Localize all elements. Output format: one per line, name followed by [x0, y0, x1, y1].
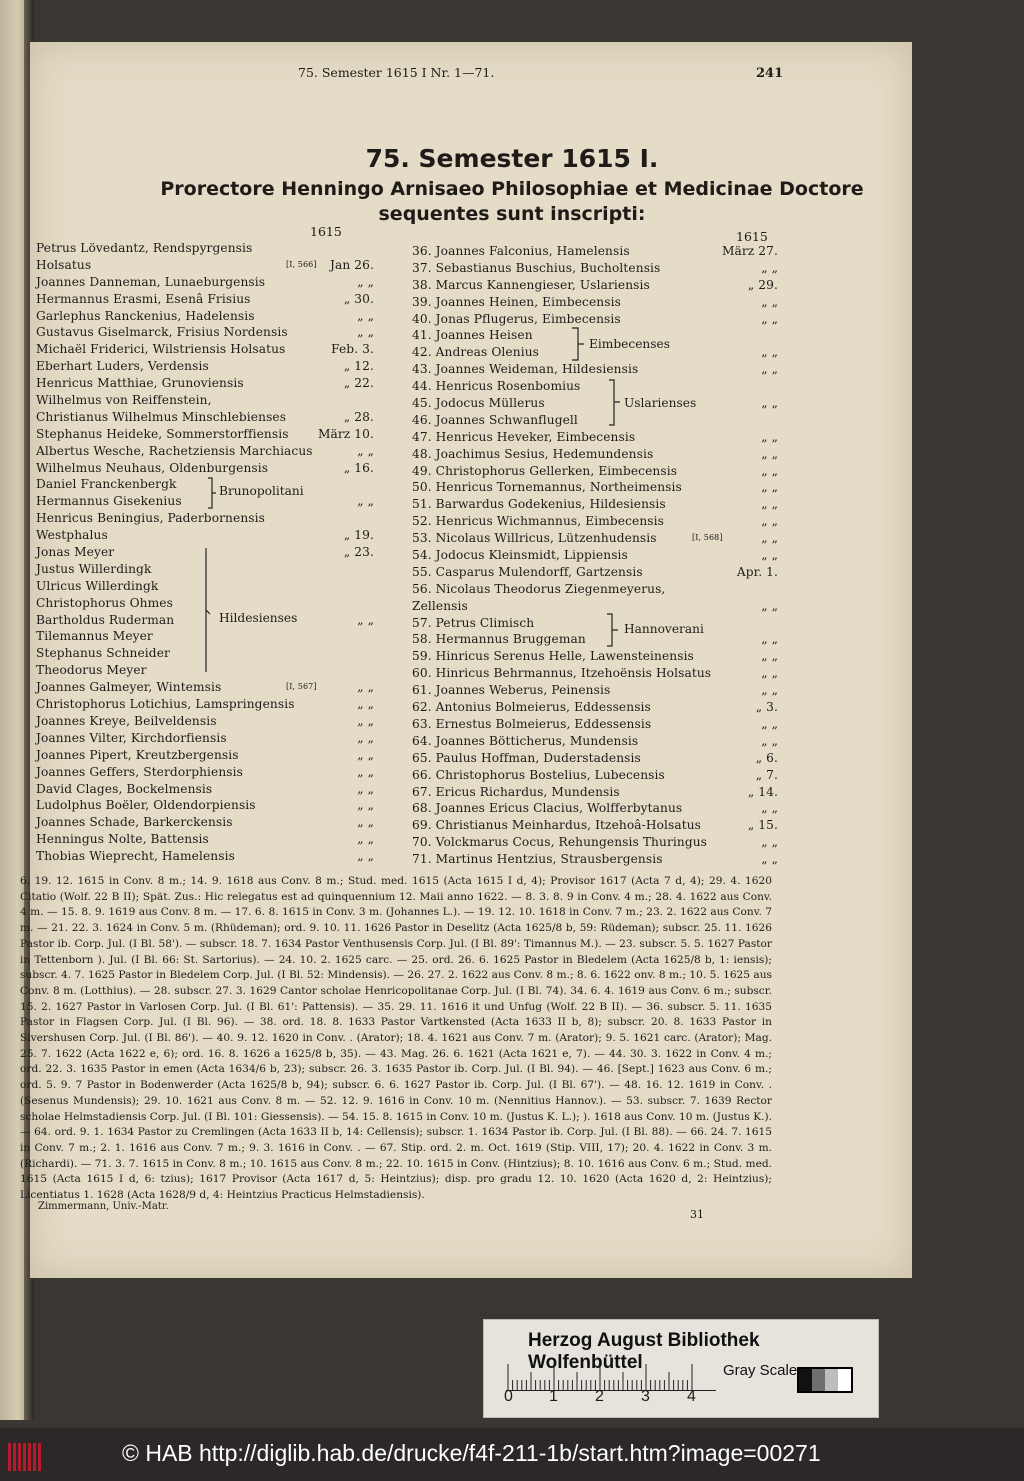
entry-date: „ „: [761, 649, 778, 664]
register-entry: [36, 730, 374, 747]
entry-name: Joannes Schade, Barkerckensis: [36, 815, 233, 830]
entry-date: „ 15.: [747, 818, 778, 833]
register-entry: [412, 446, 778, 463]
tick-2: 2: [595, 1388, 604, 1405]
tick-0: 0: [504, 1388, 513, 1405]
footer-signature: Zimmermann, Univ.-Matr.: [38, 1201, 169, 1212]
register-entry: [412, 800, 778, 817]
entry-date: „ „: [761, 497, 778, 512]
entry-date: „ 7.: [755, 767, 778, 782]
tick-1: 1: [549, 1388, 558, 1405]
hab-logo-icon: [8, 1443, 44, 1471]
entry-date: „ „: [761, 733, 778, 748]
tick-4: 4: [687, 1388, 696, 1405]
entry-name: 40. Jonas Pflugerus, Eimbecensis: [412, 311, 621, 326]
entry-name: Stephanus Heideke, Sommerstorffiensis: [36, 426, 289, 441]
year-right: 1615: [736, 229, 768, 244]
entry-name: Hermannus Gisekenius: [36, 494, 182, 509]
register-entry: [412, 750, 778, 767]
entry-date: „ „: [761, 835, 778, 850]
entry-name: Christophorus Ohmes: [36, 595, 173, 610]
register-entry: [36, 561, 374, 578]
gray-scale-label: Gray Scale: [723, 1362, 798, 1379]
entry-name: 68. Joannes Ericus Clacius, Wolfferbytanus: [412, 801, 683, 816]
group-label-brunopolitani: Brunopolitani: [219, 484, 304, 498]
register-entry: [412, 767, 778, 784]
entry-date: „ 14.: [747, 784, 778, 799]
subtitle-line-2: sequentes sunt inscripti:: [378, 203, 646, 225]
entry-name: 53. Nicolaus Willricus, Lützenhudensis: [412, 531, 657, 546]
register-entry: [36, 831, 374, 848]
entry-date: „ „: [357, 798, 374, 813]
page-number: 241: [756, 66, 784, 81]
entry-date: „ 16.: [343, 460, 374, 475]
entry-name: 66. Christophorus Bostelius, Lubecensis: [412, 767, 665, 782]
entry-name: Zellensis: [412, 598, 468, 613]
entry-date: „ „: [357, 494, 374, 509]
register-entry: [36, 848, 374, 865]
entry-name: Joannes Vilter, Kirchdorfiensis: [36, 730, 227, 745]
register-entry: [36, 781, 374, 798]
register-entry: [412, 615, 778, 632]
entry-name: Garlephus Ranckenius, Hadelensis: [36, 308, 255, 323]
entry-date: „ „: [761, 311, 778, 326]
entry-name: 57. Petrus Climisch: [412, 615, 535, 630]
page-title: 75. Semester 1615 I.: [365, 144, 659, 173]
register-entry: [412, 513, 778, 530]
left-register-column: [36, 240, 374, 865]
entry-name: 61. Joannes Weberus, Peinensis: [412, 683, 611, 698]
register-entry: [36, 257, 374, 274]
entry-date: „ „: [761, 852, 778, 867]
entry-name: Stephanus Schneider: [36, 646, 170, 661]
entry-name: Henricus Matthiae, Grunoviensis: [36, 376, 244, 391]
running-head: 75. Semester 1615 I Nr. 1—71.: [298, 65, 495, 80]
entry-name: Joannes Pipert, Kreutzbergensis: [36, 747, 239, 762]
entry-name: Wilhelmus von Reiffenstein,: [36, 393, 212, 408]
entry-name: 69. Christianus Meinhardus, Itzehoâ-Holsatus: [412, 818, 702, 833]
entry-date: „ 30.: [343, 291, 374, 306]
entry-date: „ „: [761, 345, 778, 360]
register-entry: [412, 294, 778, 311]
entry-date: „ „: [761, 683, 778, 698]
entry-date: „ „: [357, 680, 374, 695]
entry-name: 38. Marcus Kannengieser, Uslariensis: [412, 277, 650, 292]
group-label-hildesienses: Hildesienses: [219, 611, 298, 625]
register-entry: [412, 243, 778, 260]
year-left: 1615: [310, 224, 342, 239]
entry-date: „ „: [357, 274, 374, 289]
register-entry: [36, 628, 374, 645]
register-entry: [412, 260, 778, 277]
entry-date: „ „: [761, 716, 778, 731]
entry-name: Hermannus Erasmi, Esenâ Frisius: [36, 291, 251, 306]
entry-name: 47. Henricus Heveker, Eimbecensis: [412, 429, 636, 444]
entry-date: März 27.: [721, 244, 778, 258]
subtitle-line-1: Prorectore Henningo Arnisaeo Philosophiae et Medicinae Doctore: [160, 178, 864, 200]
register-entry: [36, 764, 374, 781]
entry-date: „ „: [761, 446, 778, 461]
entry-name: 56. Nicolaus Theodorus Ziegenmeyerus,: [412, 581, 666, 596]
entry-date: „ 23.: [343, 545, 374, 560]
entry-name: 50. Henricus Tornemannus, Northeimensis: [412, 480, 682, 495]
entry-name: 65. Paulus Hoffman, Duderstadensis: [412, 750, 641, 765]
entry-name: Henningus Nolte, Battensis: [36, 832, 209, 847]
register-entry: [412, 530, 778, 547]
entry-name: 42. Andreas Olenius: [412, 345, 539, 360]
entry-name: Michaël Friderici, Wilstriensis Holsatus: [36, 342, 286, 357]
entry-date: „ „: [761, 801, 778, 816]
entry-name: 71. Martinus Hentzius, Strausbergensis: [412, 852, 663, 867]
entry-name: 36. Joannes Falconius, Hamelensis: [412, 244, 630, 258]
entry-name: Joannes Geffers, Sterdorphiensis: [36, 764, 244, 779]
entry-name: Eberhart Luders, Verdensis: [36, 359, 209, 374]
register-entry: [36, 324, 374, 341]
gray-scale-swatch: [797, 1367, 853, 1393]
entry-date: „ „: [357, 612, 374, 627]
entry-date: „ 22.: [343, 376, 374, 391]
entry-name: Joannes Galmeyer, Wintemsis: [36, 680, 222, 695]
register-entry: [412, 733, 778, 750]
entry-name: Tilemannus Meyer: [36, 629, 153, 644]
entry-name: Holsatus: [36, 257, 92, 272]
entry-name: 39. Joannes Heinen, Eimbecensis: [412, 294, 621, 309]
entry-date: „ 28.: [343, 409, 374, 424]
register-entry: [412, 412, 778, 429]
register-entry: [36, 240, 374, 257]
register-entry: [36, 595, 374, 612]
entry-name: Thobias Wieprecht, Hamelensis: [36, 849, 235, 864]
entry-date: „ 19.: [343, 528, 374, 543]
entry-date: „ „: [761, 598, 778, 613]
register-entry: [412, 361, 778, 378]
register-entry: [36, 493, 374, 510]
register-entry: [36, 814, 374, 831]
entry-date: „ „: [761, 531, 778, 546]
footer-sheet-number: 31: [690, 1208, 704, 1221]
register-entry: [36, 713, 374, 730]
card-title: Herzog August Bibliothek Wolfenbüttel: [528, 1330, 760, 1373]
entry-date: März 10.: [317, 426, 374, 441]
entry-reference: [I, 568]: [692, 533, 723, 543]
register-entry: [412, 496, 778, 513]
register-entry: [412, 547, 778, 564]
register-entry: [36, 612, 374, 629]
entry-date: Apr. 1.: [736, 564, 778, 579]
entry-reference: [I, 566]: [286, 259, 317, 269]
entry-date: „ „: [357, 815, 374, 830]
group-label-eimbecenses: Eimbecenses: [589, 337, 670, 351]
entry-name: 64. Joannes Bötticherus, Mundensis: [412, 733, 639, 748]
entry-name: 48. Joachimus Sesius, Hedemundensis: [412, 446, 654, 461]
register-entry: [412, 479, 778, 496]
register-entry: [412, 716, 778, 733]
entry-name: Bartholdus Ruderman: [36, 612, 175, 627]
register-entry: [36, 797, 374, 814]
entry-name: Petrus Lövedantz, Rendspyrgensis: [36, 241, 253, 255]
entry-name: David Clages, Bockelmensis: [36, 781, 213, 796]
register-entry: [36, 274, 374, 291]
register-entry: [36, 645, 374, 662]
register-entry: [36, 443, 374, 460]
register-entry: [412, 429, 778, 446]
register-entry: [36, 696, 374, 713]
entry-date: Feb. 3.: [331, 342, 374, 357]
entry-name: 51. Barwardus Godekenius, Hildesiensis: [412, 497, 666, 512]
entry-date: „ „: [761, 548, 778, 563]
register-entry: [412, 665, 778, 682]
entry-date: „ „: [357, 697, 374, 712]
register-entry: [412, 564, 778, 581]
register-entry: [36, 426, 374, 443]
register-entry: [36, 476, 374, 493]
entry-date: „ „: [357, 764, 374, 779]
entry-name: 54. Jodocus Kleinsmidt, Lippiensis: [412, 548, 628, 563]
register-entry: [36, 662, 374, 679]
ruler-ticks: [506, 1362, 716, 1390]
entry-name: 44. Henricus Rosenbomius: [412, 379, 581, 394]
register-entry: [412, 277, 778, 294]
entry-name: Theodorus Meyer: [36, 663, 147, 678]
entry-date: Jan 26.: [330, 257, 374, 272]
entry-date: „ „: [357, 325, 374, 340]
entry-date: „ „: [761, 362, 778, 377]
entry-date: „ „: [357, 730, 374, 745]
entry-date: „ „: [761, 514, 778, 529]
register-entry: [36, 308, 374, 325]
entry-name: 49. Christophorus Gellerken, Eimbecensis: [412, 463, 678, 478]
entry-name: 46. Joannes Schwanflugell: [412, 412, 578, 427]
entry-date: „ „: [761, 666, 778, 681]
register-entry: [36, 527, 374, 544]
swatch-cell: [825, 1369, 838, 1391]
register-entry: [412, 834, 778, 851]
register-entry: [412, 648, 778, 665]
entry-name: Christianus Wilhelmus Minschlebienses: [36, 409, 287, 424]
entry-name: Gustavus Giselmarck, Frisius Nordensis: [36, 325, 288, 340]
entry-name: 37. Sebastianus Buschius, Bucholtensis: [412, 260, 661, 275]
register-entry: [412, 311, 778, 328]
entry-name: Henricus Beningius, Paderbornensis: [36, 511, 265, 526]
entry-name: 41. Joannes Heisen: [412, 328, 533, 343]
footer-url[interactable]: © HAB http://diglib.hab.de/drucke/f4f-211-1b/start.htm?image=00271: [122, 1440, 821, 1466]
swatch-cell: [812, 1369, 825, 1391]
register-entry: [36, 578, 374, 595]
entry-name: 43. Joannes Weideman, Hildesiensis: [412, 362, 639, 377]
entry-date: „ „: [357, 713, 374, 728]
register-entry: [412, 817, 778, 834]
entry-name: 45. Jodocus Müllerus: [412, 396, 545, 411]
entry-name: 58. Hermannus Bruggeman: [412, 632, 586, 647]
entry-name: Westphalus: [36, 528, 108, 543]
entry-name: Jonas Meyer: [36, 545, 115, 560]
tick-3: 3: [641, 1388, 650, 1405]
entry-reference: [I, 567]: [286, 682, 317, 692]
entry-name: 52. Henricus Wichmannus, Eimbecensis: [412, 514, 664, 529]
color-card: [483, 1319, 879, 1418]
entry-name: Justus Willerdingk: [36, 561, 152, 576]
entry-date: „ „: [357, 443, 374, 458]
register-entry: [36, 460, 374, 477]
entry-date: „ 3.: [755, 700, 778, 715]
register-entry: [36, 375, 374, 392]
scale-ruler: [506, 1362, 716, 1391]
entry-date: „ „: [761, 463, 778, 478]
register-entry: [36, 510, 374, 527]
entry-date: „ 6.: [755, 750, 778, 765]
register-entry: [412, 784, 778, 801]
entry-name: Albertus Wesche, Rachetziensis Marchiacus: [36, 443, 313, 458]
entry-date: „ „: [761, 632, 778, 647]
entry-name: 67. Ericus Richardus, Mundensis: [412, 784, 620, 799]
entry-date: „ „: [761, 294, 778, 309]
register-entry: [36, 291, 374, 308]
footnotes: 6. 19. 12. 1615 in Conv. 8 m.; 14. 9. 1618 aus Conv. 8 m.; Stud. med. 1615 (Acta 1615 I d, 4); Provisor 1617 (Acta 7 d, 4); 29. 4. 1620 Citatio (Wolf. 22 B II); Spät. Zus.: Hic relegatus est ad quinquennium 12. Maii anno 1622. — 8. 3. 8. 9 in Conv. 4 m.; 28. 4. 1622 aus Conv. 4 m. — 15. 8. 9. 1619 aus Conv. 8 m. — 17. 6. 8. 1615 in Conv. 3 m. (Johannes L.). — 19. 12. 10. 1618 in Conv. 7 m.; 23. 2. 1622 aus Conv. 7 m. — 21. 22. 3. 1624 in Conv. 5 m. (Rhüdeman); ord. 9. 10. 11. 1626 Pastor in Deselitz (Acta 1625/8 b, 59: Rüdeman); subscr. 25. 11. 1626 Pastor ib. Corp. Jul. (I Bl. 58'). — subscr. 18. 7. 1634 Pastor Venthusensis Corp. Jul. (I Bl. 89': Timannus M.). — 23. subscr. 5. 5. 1627 Pastor in Tettenborn ). Jul. (I Bl. 66: St. Sartorius). — 24. 10. 2. 1625 carc. — 25. ord. 26. 6. 1625 Pastor in Bledelem (Acta 1625/8 b, 1: iensis); subscr. 4. 7. 1625 Pastor in Bledelem Corp. Jul. (I Bl. 52: Mindensis). — 26. 27. 2. 1622 aus Conv. 8 m.; 8. 6. 1622 onv. 8 m.; 10. 5. 1625 aus Conv. 8 m. (Lotthius). — 28. subscr. 27. 3. 1629 Cantor scholae Henricopolitanae Corp. Jul. (I Bl. 74). 34. 6. 4. 1619 aus Conv. 6 m.; subscr. 15. 2. 1627 Pastor in Varlosen Corp. Jul. (I Bl. 61': Pattensis). — 35. 29. 11. 1616 it und Unfug (Wolf. 22 B II). — 36. subscr. 5. 11. 1635 Pastor in Flagsen Corp. Jul. (I Bl. 96). — 38. ord. 18. 8. 1633 Pastor Vartkensted (Acta 1633 II b, 8); subscr. 20. 8. 1633 Pastor in Sivershusen Corp. Jul. (I Bl. 86'). — 40. 9. 12. 1620 in Conv. . (Arator); 18. 4. 1621 aus Conv. 7 m. (Arator); 9. 5. 1621 carc. (Arator); Mag. 25. 7. 1622 (Acta 1622 e, 6); ord. 16. 8. 1626 a 1625/8 b, 35). — 43. Mag. 26. 6. 1621 (Acta 1621 e, 7). — 44. 30. 3. 1622 in Conv. 4 m.; ord. 22. 3. 1635 Pastor in emen (Acta 1634/6 b, 23); subscr. 26. 3. 1635 Pastor ib. Corp. Jul. (I Bl. 94). — 46. [Sept.] 1623 aus Conv. 6 m.; ord. 5. 9. 7 Pastor in Bodenwerder (Acta 1625/8 b, 94); subscr. 6. 6. 1627 Pastor ib. Corp. Jul. (I Bl. 67'). — 48. 16. 12. 1619 in Conv. . (Sesenus Mundensis); 29. 10. 1621 aus Conv. 8 m. — 52. 12. 9. 1616 in Conv. 10 m. (Nennitius Hannov.). — 53. subscr. 7. 1639 Rector scholae Helmstadiensis Corp. Jul. (I Bl. 101: Giessensis). — 54. 15. 8. 1615 in Conv. 10 m. (Justus K. L.); ). 1618 aus Conv. 10 m. (Justus K.). — 64. ord. 9. 1. 1634 Pastor zu Cremlingen (Acta 1633 II b, 14: Cellensis); subscr. 1. 1634 Pastor ib. Corp. Jul. (I Bl. 88). — 66. 24. 7. 1615 in Conv. 7 m.; 2. 1. 1616 aus Conv. 7 m.; 9. 3. 1616 in Conv. . — 67. Stip. ord. 2. m. Oct. 1619 (Stip. VIII, 17); 20. 4. 1622 in Conv. 3 m. (Richardi). — 71. 3. 7. 1615 in Conv. 8 m.; 10. 1615 aus Conv. 8 m.; 22. 10. 1615 in Conv. (Hintzius); 8. 10. 1616 aus Conv. 6 m.; Stud. med. 1615 (Acta 1615 I d, 6: tzius); 1617 Provisor (Acta 1617 d, 5: Heintzius); disp. pro gradu 12. 10. 1620 (Acta 1620 d, 2: Heintzius); Licentiatus 1. 1628 (Acta 1628/9 d, 4: Heintzius Practicus Helmstadiensis).: [20, 875, 772, 1202]
register-entry: [36, 747, 374, 764]
register-entry: [412, 631, 778, 648]
entry-date: „ „: [761, 480, 778, 495]
swatch-cell: [838, 1369, 851, 1391]
entry-name: 60. Hinricus Behrmannus, Itzehoënsis Holsatus: [412, 666, 712, 681]
register-entry: [412, 395, 778, 412]
register-entry: [36, 409, 374, 426]
register-entry: [412, 682, 778, 699]
entry-name: Christophorus Lotichius, Lamspringensis: [36, 697, 295, 712]
entry-date: „ 29.: [747, 277, 778, 292]
entry-name: Ludolphus Boëler, Oldendorpiensis: [36, 798, 256, 813]
entry-name: 63. Ernestus Bolmeierus, Eddessensis: [412, 716, 652, 731]
group-label-hannoverani: Hannoverani: [624, 622, 704, 636]
entry-name: Joannes Danneman, Lunaeburgensis: [36, 274, 266, 289]
register-entry: [36, 679, 374, 696]
register-entry: [412, 598, 778, 615]
register-entry: [36, 544, 374, 561]
group-label-uslarienses: Uslarienses: [624, 396, 697, 410]
register-entry: [36, 341, 374, 358]
entry-date: „ „: [357, 308, 374, 323]
entry-date: „ „: [357, 747, 374, 762]
entry-date: „ „: [761, 429, 778, 444]
entry-name: Joannes Kreye, Beilveldensis: [36, 713, 217, 728]
entry-date: „ „: [357, 849, 374, 864]
entry-name: 55. Casparus Mulendorff, Gartzensis: [412, 564, 643, 579]
register-entry: [36, 392, 374, 409]
entry-date: „ „: [761, 396, 778, 411]
entry-date: „ „: [761, 260, 778, 275]
register-entry: [412, 581, 778, 598]
entry-name: Wilhelmus Neuhaus, Oldenburgensis: [36, 460, 269, 475]
register-entry: [36, 358, 374, 375]
entry-name: 62. Antonius Bolmeierus, Eddessensis: [412, 700, 651, 715]
register-entry: [412, 463, 778, 480]
entry-name: Ulricus Willerdingk: [36, 578, 159, 593]
register-entry: [412, 378, 778, 395]
swatch-cell: [799, 1369, 812, 1391]
entry-name: 70. Volckmarus Cocus, Rehungensis Thuringus: [412, 835, 708, 850]
entry-date: „ „: [357, 781, 374, 796]
entry-date: „ „: [357, 832, 374, 847]
register-entry: [412, 851, 778, 868]
entry-name: 59. Hinricus Serenus Helle, Lawensteinensis: [412, 649, 694, 664]
entry-date: „ 12.: [343, 359, 374, 374]
register-entry: [412, 699, 778, 716]
entry-name: Daniel Franckenbergk: [36, 477, 177, 492]
